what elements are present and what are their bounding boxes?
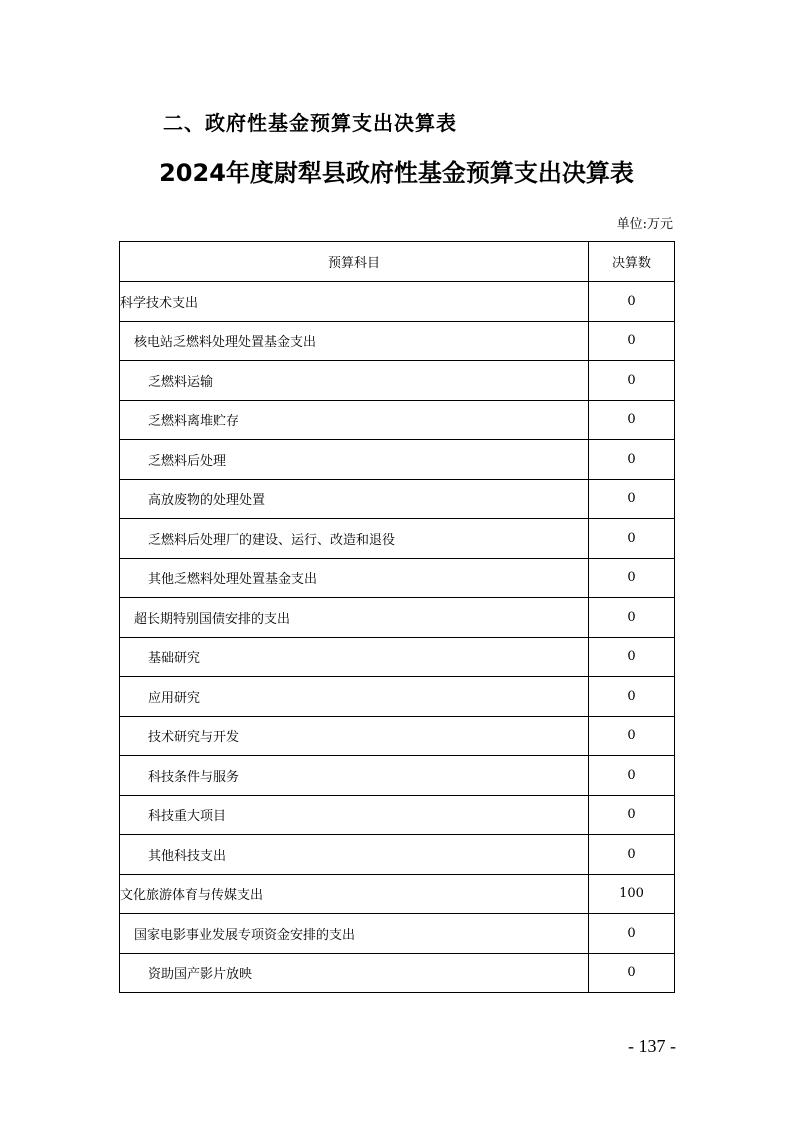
budget-item-name: 乏燃料运输 — [120, 361, 589, 401]
header-budget-item: 预算科目 — [120, 242, 589, 282]
final-amount-value: 0 — [589, 835, 675, 875]
final-amount-value: 0 — [589, 400, 675, 440]
final-amount-value: 0 — [589, 519, 675, 559]
table-row — [120, 479, 675, 519]
table-row — [120, 321, 675, 361]
budget-item-name: 乏燃料后处理厂的建设、运行、改造和退役 — [120, 519, 589, 559]
final-amount-value: 0 — [589, 953, 675, 993]
table-row — [120, 400, 675, 440]
table-row — [120, 677, 675, 717]
final-amount-value: 0 — [589, 598, 675, 638]
final-amount-value: 0 — [589, 321, 675, 361]
final-amount-value: 0 — [589, 361, 675, 401]
table-body — [120, 282, 675, 993]
final-amount-value: 0 — [589, 479, 675, 519]
budget-item-name: 核电站乏燃料处理处置基金支出 — [120, 321, 589, 361]
budget-item-name: 超长期特别国债安排的支出 — [120, 598, 589, 638]
table-row — [120, 795, 675, 835]
budget-item-name: 基础研究 — [120, 637, 589, 677]
budget-item-name: 乏燃料离堆贮存 — [120, 400, 589, 440]
table-row — [120, 519, 675, 559]
table-header-row — [120, 242, 675, 282]
section-heading: 二、政府性基金预算支出决算表 — [163, 111, 457, 135]
final-amount-value: 0 — [589, 677, 675, 717]
final-amount-value: 0 — [589, 716, 675, 756]
table-title: 2024年度尉犁县政府性基金预算支出决算表 — [159, 159, 634, 187]
final-amount-value: 100 — [589, 874, 675, 914]
final-amount-value: 0 — [589, 440, 675, 480]
budget-item-name: 文化旅游体育与传媒支出 — [120, 874, 589, 914]
unit-label: 单位:万元 — [616, 217, 673, 232]
budget-item-name: 乏燃料后处理 — [120, 440, 589, 480]
budget-item-name: 资助国产影片放映 — [120, 953, 589, 993]
final-amount-value: 0 — [589, 558, 675, 598]
table-row — [120, 914, 675, 954]
table-row — [120, 598, 675, 638]
final-amount-value: 0 — [589, 795, 675, 835]
table-row — [120, 637, 675, 677]
table-row — [120, 835, 675, 875]
budget-item-name: 应用研究 — [120, 677, 589, 717]
budget-item-name: 科技条件与服务 — [120, 756, 589, 796]
final-amount-value: 0 — [589, 282, 675, 322]
budget-item-name: 技术研究与开发 — [120, 716, 589, 756]
table-row — [120, 282, 675, 322]
budget-item-name: 国家电影事业发展专项资金安排的支出 — [120, 914, 589, 954]
table-row — [120, 361, 675, 401]
budget-expenditure-table — [119, 241, 675, 993]
final-amount-value: 0 — [589, 756, 675, 796]
table-row — [120, 953, 675, 993]
budget-item-name: 高放废物的处理处置 — [120, 479, 589, 519]
budget-item-name: 其他科技支出 — [120, 835, 589, 875]
page-number: - 137 - — [628, 1036, 676, 1056]
table-row — [120, 558, 675, 598]
budget-item-name: 其他乏燃料处理处置基金支出 — [120, 558, 589, 598]
final-amount-value: 0 — [589, 637, 675, 677]
budget-item-name: 科学技术支出 — [120, 282, 589, 322]
final-amount-value: 0 — [589, 914, 675, 954]
table-row — [120, 756, 675, 796]
table-row — [120, 874, 675, 914]
table-row — [120, 716, 675, 756]
header-final-amount: 决算数 — [589, 242, 675, 282]
budget-item-name: 科技重大项目 — [120, 795, 589, 835]
table-row — [120, 440, 675, 480]
